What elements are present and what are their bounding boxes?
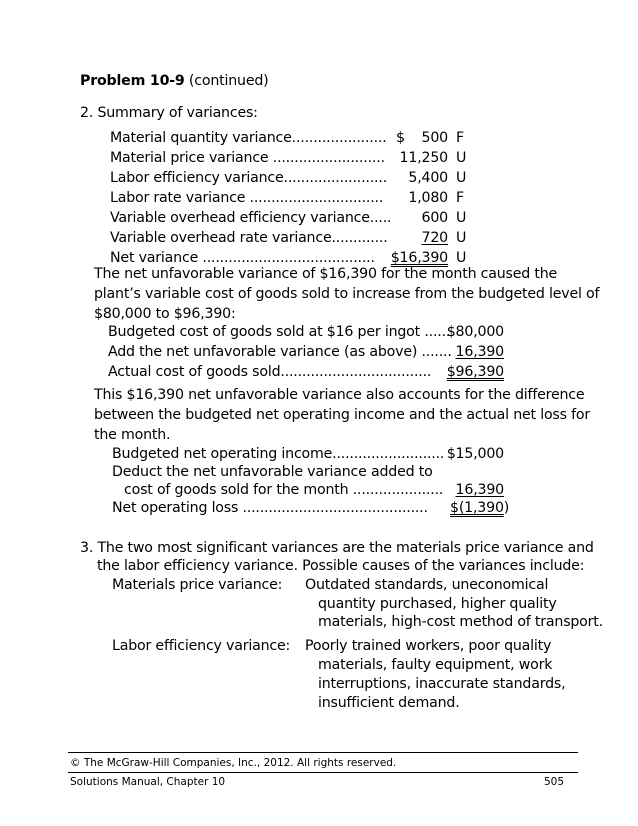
variance-amount: 720 [421, 230, 448, 246]
variance-flag: U [456, 210, 467, 226]
variance-amount: 600 [421, 210, 448, 226]
variance-amount: 11,250 [399, 150, 448, 166]
net-variance-amount: $16,390 [390, 250, 448, 266]
budgeted-income-label: Budgeted net operating income.......................... [112, 446, 445, 462]
variance-label: Labor efficiency variance........................ [110, 170, 387, 186]
cogs-label: Budgeted cost of goods sold at $16 per ingot ...... [108, 324, 451, 340]
cogs-amount: $96,390 [446, 364, 504, 380]
variance-flag: U [456, 230, 467, 246]
cause-line: insufficient demand. [318, 695, 460, 711]
cause-line: Poorly trained workers, poor quality [305, 638, 552, 654]
deduct-variance-label: Deduct the net unfavorable variance added to [112, 464, 433, 480]
variance-label: Labor rate variance ............................... [110, 190, 384, 206]
paragraph-line: the month. [94, 427, 171, 443]
paragraph-line: between the budgeted net operating income and the actual net loss for [94, 407, 591, 423]
net-loss-amount: $(1,390) [450, 500, 510, 516]
paragraph-line: This $16,390 net unfavorable variance also accounts for the difference [94, 387, 585, 403]
problem-heading [80, 71, 269, 91]
variance-amount: 1,080 [408, 190, 448, 206]
cause-line: quantity purchased, higher quality [318, 596, 557, 612]
footer-page-number: 505 [543, 776, 564, 788]
variance-flag: F [456, 190, 464, 206]
deduct-variance-amount: 16,390 [455, 482, 504, 498]
net-loss-label: Net operating loss ........................................... [112, 500, 428, 516]
problem-continued: (continued) [188, 73, 269, 89]
cause-line: Outdated standards, uneconomical [305, 577, 549, 593]
footer-copyright: © The McGraw-Hill Companies, Inc., 2012. All rights reserved. [70, 757, 397, 769]
cogs-label: Add the net unfavorable variance (as above) ....... [108, 344, 452, 360]
net-variance-flag: U [456, 250, 467, 266]
variance-amount-dollar: $ [396, 130, 405, 146]
paragraph-line: the labor efficiency variance. Possible causes of the variances include: [97, 558, 585, 574]
net-variance-label: Net variance ........................................ [110, 250, 375, 266]
cause-label: Materials price variance: [112, 577, 283, 593]
cause-label: Labor efficiency variance: [112, 638, 291, 654]
cause-line: interruptions, inaccurate standards, [318, 676, 566, 692]
variance-amount: 5,400 [408, 170, 448, 186]
variance-flag: U [456, 150, 467, 166]
variance-label: Material price variance .......................... [110, 150, 385, 166]
budgeted-income-amount: $15,000 [446, 446, 504, 462]
footer-manual: Solutions Manual, Chapter 10 [70, 776, 226, 788]
cause-line: materials, faulty equipment, work [318, 657, 553, 673]
variance-label: Variable overhead efficiency variance..... [110, 210, 392, 226]
cogs-label: Actual cost of goods sold................................... [108, 364, 432, 380]
footer-rule-top [68, 752, 578, 753]
variance-amount: 500 [421, 130, 448, 146]
footer-rule-bottom [68, 772, 578, 773]
paragraph-line: plant’s variable cost of goods sold to increase from the budgeted level of [94, 286, 600, 302]
cogs-amount: 16,390 [455, 344, 504, 360]
paragraph-line: The net unfavorable variance of $16,390 for the month caused the [94, 266, 558, 282]
variance-flag: F [456, 130, 464, 146]
variance-label: Variable overhead rate variance............. [110, 230, 388, 246]
variance-label: Material quantity variance...................... [110, 130, 387, 146]
cogs-amount: $80,000 [446, 324, 504, 340]
paragraph-line: $80,000 to $96,390: [94, 306, 236, 322]
deduct-variance-label: cost of goods sold for the month ..................... [124, 482, 444, 498]
paragraph-line: 3. The two most significant variances are the materials price variance and [80, 540, 594, 556]
cause-line: materials, high-cost method of transport. [318, 614, 603, 630]
problem-title: Problem 10-9 [80, 73, 185, 89]
part2-heading: 2. Summary of variances: [80, 105, 258, 121]
variance-flag: U [456, 170, 467, 186]
